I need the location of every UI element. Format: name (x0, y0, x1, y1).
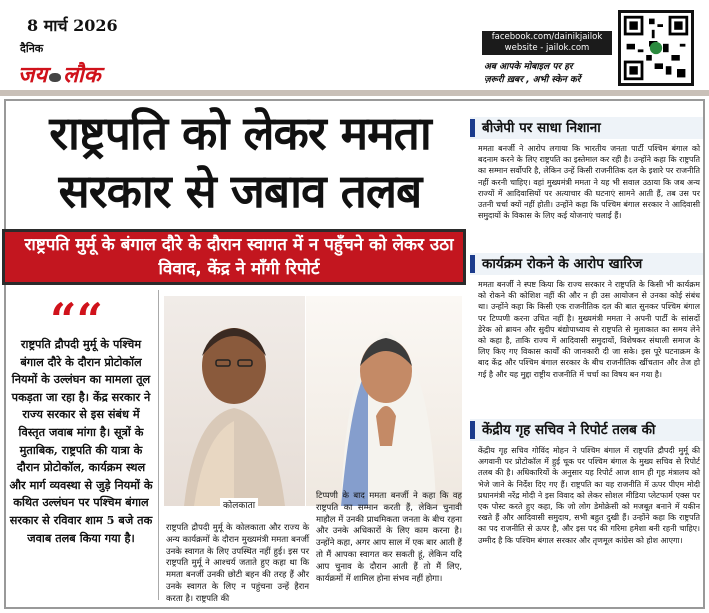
sidebar-heading-2: कार्यक्रम रोकने के आरोप खारिज (470, 253, 703, 275)
sidebar-text-2: ममता बनर्जी ने स्पष्ट किया कि राज्य सरकार ने राष्ट्रपति के किसी भी कार्यक्रम को रोकने की कोशिश नहीं की और न ही उस आयोजन से उनका कोई संबंध था। उन्होंने कहा कि किसी एक राजनीतिक दल की बात सुनकर पश्चिम बंगाल पर टिप्पणी करना उचित नहीं है। मुख्यमंत्री ममता ने अपनी पार्टी के सांसदों डेरेक ओ ब्रायन और सुदीप बंद्योपाध्याय से राष्ट्रपति से मुलाकात का समय लेने को कहा है, ताकि राज्य में आदिवासी समुदायों, विशेषकर संथाली समाज के लिए किए गए विकास कार्यों की जानकारी दी जा सके। इस पूरे घटनाक्रम के बाद केंद्र और पश्चिम बंगाल सरकार के बीच राजनीतिक खींचतान और तेज हो गई है और यह मुद्दा राष्ट्रीय राजनीति में चर्चा का विषय बन गया है। (478, 280, 700, 379)
tagline-line2: ज़रूरी ख़बर , अभी स्केन करें (484, 75, 581, 85)
headline (14, 104, 466, 220)
issue-date: 8 मार्च 2026 (27, 16, 118, 35)
qr-code-icon[interactable] (618, 10, 694, 86)
lead-paragraph: राष्ट्रपति द्रौपदी मुर्मू के पश्चिम बंगाल दौरे के दौरान प्रोटोकॉल नियमों के उल्लंघन का मामला तूल पकड़ता जा रहा है। केंद्र सरकार ने राज्य सरकार से इस संबंध में विस्तृत जवाब मांगा है। सूत्रों के मुताबिक, राष्ट्रपति की यात्रा के दौरान प्रोटोकॉल, कार्यक्रम स्थल और मार्ग व्यवस्था से जुड़े नियमों के कथित उल्लंघन पर पश्चिम बंगाल सरकार से रविवार शाम 5 बजे तक जवाब तलब किया गया है। (9, 337, 153, 545)
brand-left: जय (18, 63, 48, 88)
qr-tagline (484, 61, 612, 87)
stone-icon (49, 73, 61, 82)
headline-line2: सरकार से जबाव तलब (58, 164, 422, 218)
brand-logo (18, 59, 101, 89)
tagline-line1: अब आपके मोबाइल पर हर (484, 62, 573, 72)
brand-prefix: दैनिक (20, 42, 44, 55)
sidebar-heading-3: केंद्रीय गृह सचिव ने रिपोर्ट तलब की (470, 419, 703, 441)
headline-line1: राष्ट्रपति को लेकर ममता (49, 106, 431, 160)
quote-mark-icon: ““ (50, 293, 103, 347)
top-divider (0, 90, 709, 96)
brand-right: लौक (63, 63, 101, 88)
photo-president (164, 296, 305, 506)
sidebar-text-3: केंद्रीय गृह सचिव गोविंद मोहन ने पश्चिम बंगाल में राष्ट्रपति द्रौपदी मुर्मू की अगवानी पर प्रोटोकॉल में हुई चूक पर पश्चिम बंगाल के मुख्य सचिव से रिपोर्ट तलब की है। अधिकारियों के अनुसार यह रिपोर्ट आज शाम ही गृह मंत्रालय को भेजे जाने के निर्देश दिए गए हैं। राष्ट्रपति का यह राजनीति में ऊपर पीएम मोदी प्रधानमंत्री नरेंद्र मोदी ने इस विवाद को लेकर सोशल मीडिया प्लेटफार्म एक्स पर एक पोस्ट करते हुए कहा, कि जो लोग डेमोक्रेसी को मजबूत बनाने में यकीन रखते हैं और आदिवासी समुदाय, सभी बहुत दुखी हैं। उन्होंने कहा कि राष्ट्रपति का पद राजनीति से ऊपर है, और इस पद की गरिमा हमेशा बनी रहनी चाहिए। उम्मीद है कि पश्चिम बंगाल सरकार और तृणमूल कांग्रेस को होश आएगा। (478, 446, 700, 545)
subheadline: राष्ट्रपति मुर्मू के बंगाल दौरे के दौरान स्वागत में न पहुँचने को लेकर उठा विवाद, केंद्र ने माँगी रिपोर्ट (24, 235, 454, 279)
sidebar (470, 101, 703, 607)
column-divider (158, 290, 159, 600)
body-column-3: टिप्पणी के बाद ममता बनर्जी ने कहा कि वह राष्ट्रपति का सम्मान करती हैं, लेकिन चुनावी माहौल में उनकी प्राथमिकता जनता के बीच रहना और उनके अधिकारों के लिए काम करना है। उन्होंने कहा, अगर आप साल में एक बार आती हैं तो मैं आपका स्वागत कर सकती हूं, लेकिन यदि आप चुनाव के दौरान आती हैं तो मैं लिए, कार्यक्रमों में शामिल होना संभव नहीं होगा। (316, 490, 462, 583)
sidebar-heading-1: बीजेपी पर साधा निशाना (470, 117, 703, 139)
social-link[interactable]: facebook.com/dainikjailok (491, 32, 603, 42)
sidebar-text-1: ममता बनर्जी ने आरोप लगाया कि भारतीय जनता पार्टी पश्चिम बंगाल को बदनाम करने के लिए राष्ट्रपति का इस्तेमाल कर रही है। उन्होंने कहा कि राष्ट्रपति का सम्मान सर्वोपरि है, लेकिन उन्हें किसी राजनीतिक दल के इशारे पर राजनीति नहीं करनी चाहिए। वहां मुख्यमंत्री ममता ने यह भी सवाल उठाया कि जब अन्य राज्यों में आदिवासियों पर अत्याचार की घटनाएं सामने आती हैं, तब उस पर उतनी चर्चा क्यों नहीं होती। उन्होंने कहा कि पश्चिम बंगाल सरकार ने आदिवासी समुदायों के विकास के लिए कई योजनाएं चलाई हैं। (478, 144, 700, 221)
social-box[interactable] (482, 31, 612, 55)
photo-caption: कोलकाता (220, 498, 258, 511)
body-column-2: राष्ट्रपति द्रौपदी मुर्मू के कोलकाता और राज्य के अन्य कार्यक्रमों के दौरान मुख्यमंत्री ममता बनर्जी उनके स्वागत के लिए उपस्थित नहीं हुई। इस पर राष्ट्रपति मुर्मू ने आश्चर्य जताते हुए कहा था कि ममता बनर्जी उनकी छोटी बहन की तरह हैं और उनके स्वागत के लिए न पहुंचना उन्हें हैरान करता है। राष्ट्रपति की (166, 522, 309, 603)
photo-chief-minister (306, 296, 462, 506)
website-link[interactable]: website - jailok.com (504, 43, 590, 53)
